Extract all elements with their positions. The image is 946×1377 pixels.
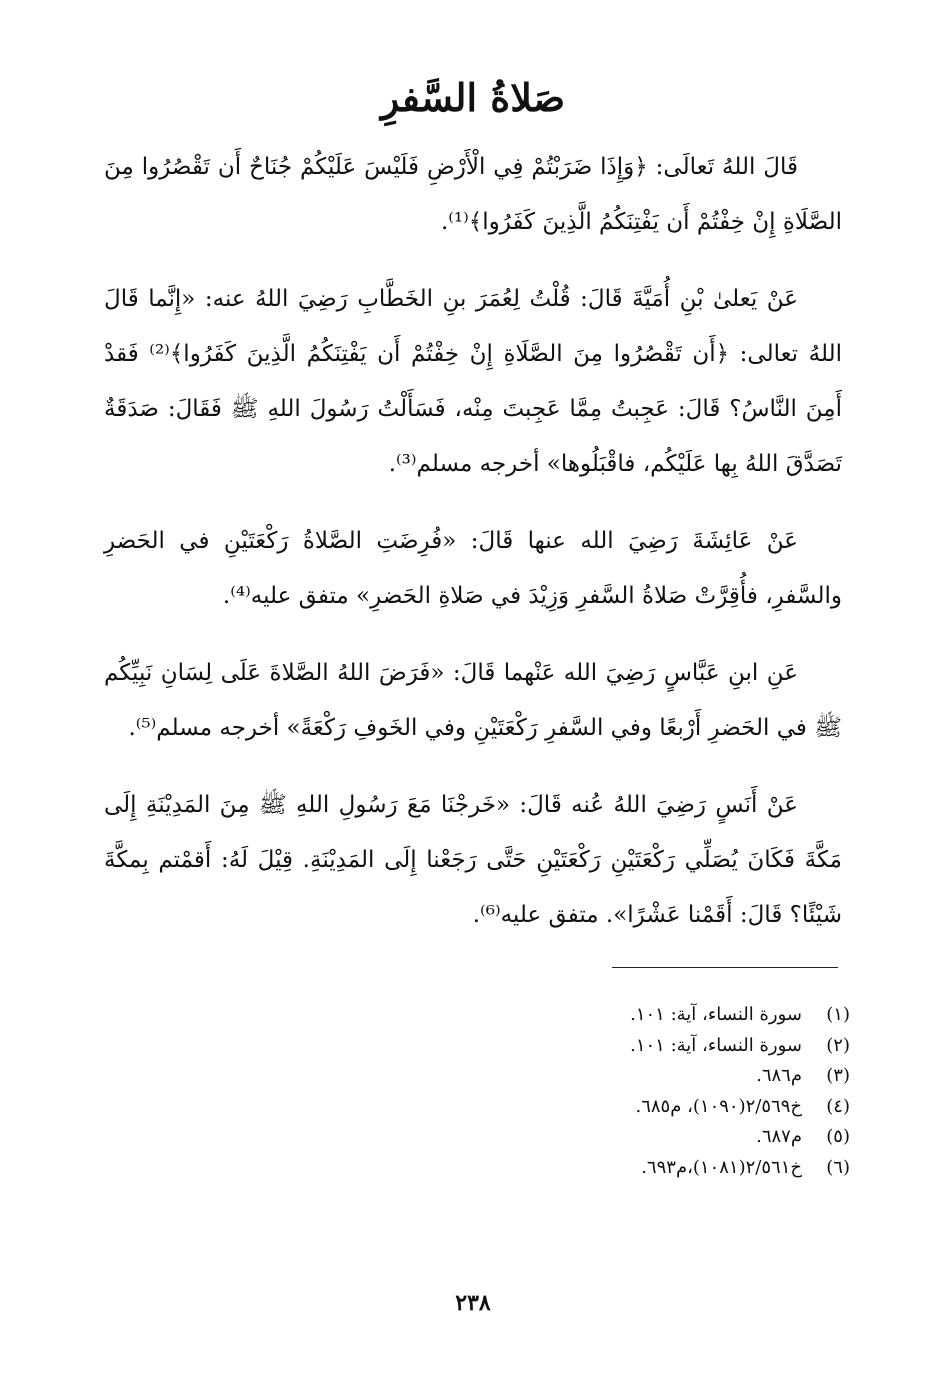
- page-title: صَلاةُ السَّفرِ: [380, 75, 566, 120]
- paragraph-hadith-ibn-abbas: عَنِ ابنِ عَبَّاسٍ رَضِيَ الله عَنْهما قَالَ: «فَرَضَ اللهُ الصَّلاةَ عَلَى لِسَانِ نَبِيِّكُم ﷺ في الحَضرِ أَرْبعًا وفي السَّفرِ رَكْعَتَيْنِ وفي الخَوفِ رَكْعَةً» أخرجه مسلم⁽⁵⁾.: [104, 660, 842, 741]
- footnote-item: [104, 1000, 850, 1031]
- paragraph-quran-verse: قَالَ اللهُ تَعالَى: ﴿وَإِذَا ضَرَبْتُمْ فِي الْأَرْضِ فَلَيْسَ عَلَيْكُمْ جُنَاحٌ أَن تَقْصُرُوا مِنَ الصَّلَاةِ إِنْ خِفْتُمْ أَن يَفْتِنَكُمُ الَّذِينَ كَفَرُوا﴾⁽¹⁾.: [104, 154, 842, 235]
- page-number: ٢٣٨: [455, 1290, 491, 1316]
- paragraph-hadith-aisha: عَنْ عَائِشَةَ رَضِيَ الله عنها قَالَ: «فُرِضَتِ الصَّلاةُ رَكْعَتَيْنِ في الحَضرِ والسَّفرِ، فأُقِرَّتْ صَلاةُ السَّفرِ وَزِيْدَ في صَلاةِ الحَضرِ» متفق عليه⁽⁴⁾.: [104, 528, 842, 609]
- footnote-number: (٦): [826, 1156, 850, 1178]
- paragraph-hadith-yala: عَنْ يَعلىٰ بْنِ أُمَيَّةَ قَالَ: قُلْتُ لِعُمَرَ بنِ الخَطَّابِ رَضِيَ اللهُ عنه: «إِنَّما قَالَ اللهُ تعالى: ﴿أَن تَقْصُرُوا مِنَ الصَّلَاةِ إِنْ خِفْتُمْ أَن يَفْتِنَكُمُ الَّذِينَ كَفَرُوا﴾⁽²⁾ فَقدْ أَمِنَ النَّاسُ؟ قَالَ: عَجِبتُ مِمَّا عَجِبتَ مِنْه، فَسَأَلْتُ رَسُولَ اللهِ ﷺ فَقَالَ: صَدَقَةٌ تَصَدَّقَ اللهُ بِها عَلَيْكُم، فاقْبَلُوها» أخرجه مسلم⁽³⁾.: [104, 286, 842, 477]
- footnote-text: م٦٨٧.: [756, 1126, 802, 1147]
- footnote-number: (١): [826, 1004, 850, 1025]
- footnote-number: (٢): [826, 1034, 850, 1056]
- footnote-text: خ٢/٥٦١(١٠٨١)،م٦٩٣.: [641, 1156, 802, 1178]
- footnote-item: [104, 1061, 850, 1092]
- footnote-text: سورة النساء، آية: ١٠١.: [630, 1034, 802, 1056]
- paragraph-hadith-anas: عَنْ أَنَسٍ رَضِيَ اللهُ عُنه قَالَ: «خَرجْنَا مَعَ رَسُولِ اللهِ ﷺ مِنَ المَدِيْنَةِ إِلَى مَكَّةَ فَكَانَ يُصَلِّي رَكْعَتَيْنِ رَكْعَتَيْنِ حَتَّى رَجَعْنا إِلَى المَدِيْنَةِ. قِيْلَ لَهُ: أَقمْتم بِمكَّةَ شَيْئًا؟ قَالَ: أَقَمْنا عَشْرًا». متفق عليه⁽⁶⁾.: [104, 792, 842, 928]
- footnote-text: سورة النساء، آية: ١٠١.: [630, 1004, 802, 1025]
- footnote-number: (٤): [826, 1095, 850, 1117]
- footnote-text: خ٢/٥٦٩(١٠٩٠)، م٦٨٥.: [635, 1095, 802, 1117]
- footnote-item: [104, 1092, 850, 1123]
- footnote-text: م٦٨٦.: [756, 1065, 802, 1086]
- footnote-number: (٥): [826, 1126, 850, 1147]
- footnote-number: (٣): [826, 1065, 850, 1086]
- footnote-divider: [612, 967, 838, 968]
- body-text: [104, 140, 842, 965]
- footnotes: [104, 1000, 850, 1183]
- footnote-item: [104, 1153, 850, 1184]
- footnote-item: [104, 1122, 850, 1153]
- footnote-item: [104, 1031, 850, 1062]
